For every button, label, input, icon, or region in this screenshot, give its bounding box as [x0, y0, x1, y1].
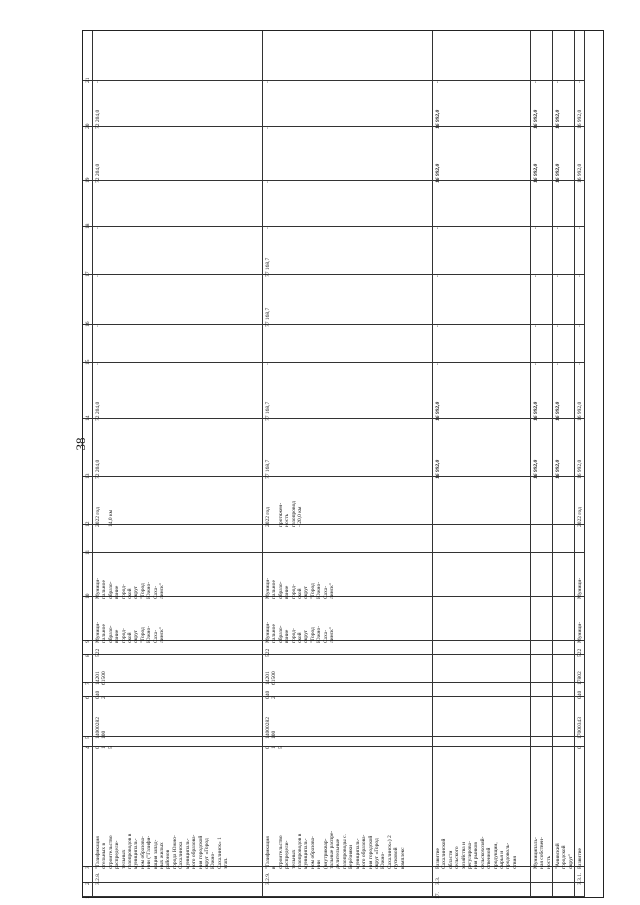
cell-text: -: [265, 227, 271, 229]
cell-r2-c21: [263, 31, 433, 81]
cell-r2-c14: [263, 363, 433, 419]
cell-text: -: [555, 363, 561, 365]
cell-r5-c20: [553, 81, 575, 127]
cell-r2-c17: [263, 227, 433, 275]
cell-r5-c14: [553, 363, 575, 419]
cell-r2-c15: [263, 325, 433, 363]
cell-text: 16 992,0: [533, 109, 539, 129]
cell-text: 18: [85, 223, 91, 229]
cell-r1-c6: [93, 683, 263, 697]
cell-text: 17: [85, 271, 91, 277]
cell-r6-c5: [575, 697, 585, 737]
cell-text: 7: [85, 682, 91, 685]
cell-r4-c10: [531, 553, 553, 597]
cell-r1-c12: [93, 477, 263, 525]
cell-text: -: [95, 363, 101, 365]
cell-text: -: [95, 227, 101, 229]
cell-r6-c10: [575, 553, 585, 597]
cell-r6-c18: [575, 181, 585, 227]
cell-text: 0: [577, 746, 583, 749]
cell-text: 16 992,0: [555, 459, 561, 479]
cell-r6-c20: [575, 81, 585, 127]
cell-text: [531, 477, 535, 529]
cell-text: 14201 61500: [95, 671, 108, 685]
cell-text: [553, 597, 557, 645]
cell-text: 040 2: [265, 690, 278, 699]
cell-text: -: [265, 363, 271, 365]
cell-r4-c21: [531, 31, 553, 81]
cell-r5-c17: [553, 227, 575, 275]
header-col-19: [83, 127, 93, 181]
cell-r2-c3: [263, 747, 433, 867]
cell-r1-c14: [93, 363, 263, 419]
cell-text: 21: [85, 77, 91, 83]
cell-r3-c19: [433, 127, 531, 181]
cell-text: [531, 655, 535, 687]
cell-text: 14201 61500: [265, 671, 278, 685]
cell-text: 4: [85, 746, 91, 749]
cell-text: 040: [577, 690, 583, 699]
cell-text: [433, 655, 437, 687]
cell-text: Развитие Сахалинской области сельского хозяйства и регулирова- ния рынков сельскохозяй- ственной продукции, сырья и продоволь- ствия: [435, 836, 518, 869]
cell-text: 16 992,0: [533, 163, 539, 183]
cell-text: [553, 525, 557, 557]
cell-text: 77 168,7: [265, 459, 271, 479]
header-col-20: [83, 81, 93, 127]
cell-text: "Газификация отельных в строительство распредели- тельных газопроводов в муниципаль- ном образова- нии ("Газифи- кация запад- ных жилых районов города Южно- Сахалинска муниципаль- ного образова- ния городской округ «Город Южно- Сахалинск» 1 этап.: [95, 833, 230, 869]
cell-text: -: [577, 81, 583, 83]
cell-r1-c9: [93, 597, 263, 641]
cell-text: 72 204,0: [95, 459, 101, 479]
cell-text: -: [577, 275, 583, 277]
cell-r5-c10: [553, 553, 575, 597]
cell-text: 16 992,0: [533, 401, 539, 421]
cell-r2-c6: [263, 683, 433, 697]
cell-text: 19: [85, 177, 91, 183]
cell-text: 11: [85, 549, 91, 555]
cell-r4-c14: [531, 363, 553, 419]
cell-text: 13: [85, 473, 91, 479]
cell-text: "Анивский городской округ": [555, 843, 574, 869]
cell-r2-c1: [263, 883, 433, 897]
cell-text: -: [95, 81, 101, 83]
cell-text: 77 168,7: [265, 307, 271, 327]
cell-text: 20: [85, 123, 91, 129]
cell-text: [531, 525, 535, 557]
cell-text: -: [577, 325, 583, 327]
cell-r4-c12: [531, 477, 553, 525]
cell-text: [531, 697, 535, 741]
cell-r2-c11: [263, 525, 433, 553]
cell-r6-c21: [575, 31, 585, 81]
cell-text: 16 992,0: [577, 459, 583, 479]
cell-r3-c9: [433, 597, 531, 641]
cell-r4-c3: [531, 747, 553, 867]
cell-text: 17802: [577, 671, 583, 685]
cell-text: 0 1 5: [265, 746, 284, 749]
cell-text: [93, 525, 97, 557]
cell-r1-c5: [93, 697, 263, 737]
cell-r2-c16: [263, 275, 433, 325]
cell-text: 6: [85, 696, 91, 699]
cell-r3-c10: [433, 553, 531, 597]
cell-text: -: [533, 363, 539, 365]
cell-text: 2022 год протяжен- ность газопровод - 20,0 км: [265, 501, 304, 527]
cell-text: -: [265, 127, 271, 129]
cell-r5-c7: [553, 655, 575, 683]
cell-r6-c3: [575, 747, 585, 867]
cell-text: -: [555, 275, 561, 277]
cell-text: 9: [85, 640, 91, 643]
cell-text: 16 992,0: [555, 401, 561, 421]
cell-text: -: [95, 325, 101, 327]
cell-text: 5: [85, 736, 91, 739]
cell-text: [433, 597, 437, 645]
cell-text: [531, 597, 535, 645]
cell-r4-c16: [531, 275, 553, 325]
cell-text: -: [95, 275, 101, 277]
cell-r2-c4: [263, 737, 433, 747]
cell-r1-c15: [93, 325, 263, 363]
cell-r4-c9: [531, 597, 553, 641]
cell-text: Развитие: [577, 847, 583, 869]
cell-text: 16: [85, 321, 91, 327]
cell-text: Муници- пальное образо- вание город- ской округ "Город Южно- Саха- линск": [95, 621, 166, 643]
cell-r3-c1: [433, 883, 531, 897]
cell-text: -: [577, 227, 583, 229]
cell-text: 12: [85, 521, 91, 527]
cell-text: 72 204,0: [95, 401, 101, 421]
cell-r6-c17: [575, 227, 585, 275]
cell-text: [553, 553, 557, 601]
page-number: 38: [73, 437, 88, 451]
cell-text: 522: [95, 648, 101, 657]
header-col-5: [83, 697, 93, 737]
cell-r3-c5: [433, 697, 531, 737]
cell-r4-c20: [531, 81, 553, 127]
cell-text: 16 992,0: [435, 109, 441, 129]
cell-text: 77 168,7: [265, 401, 271, 421]
cell-text: 17.: [435, 892, 441, 899]
cell-text: -: [533, 325, 539, 327]
cell-text: -: [555, 325, 561, 327]
cell-text: 3.3.1.: [577, 872, 583, 885]
cell-r1-c10: [93, 553, 263, 597]
cell-r3-c17: [433, 227, 531, 275]
cell-text: [433, 553, 437, 601]
cell-text: 16 992,0: [555, 109, 561, 129]
cell-text: -: [435, 325, 441, 327]
cell-r3-c16: [433, 275, 531, 325]
header-col-13: [83, 419, 93, 477]
cell-r5-c18: [553, 181, 575, 227]
cell-r1-c3: [93, 747, 263, 867]
cell-text: -: [435, 275, 441, 277]
header-col-7: [83, 655, 93, 683]
cell-text: 15: [85, 359, 91, 365]
cell-text: 72 204,0: [95, 163, 101, 183]
cell-r2-c19: [263, 127, 433, 181]
header-col-17: [83, 227, 93, 275]
cell-text: -: [577, 363, 583, 365]
cell-r3-c21: [433, 31, 531, 81]
cell-r3-c4: [433, 737, 531, 747]
cell-text: 8: [85, 654, 91, 657]
cell-text: 3.2.8.: [95, 872, 101, 885]
cell-text: 2022 год 14,0 км: [95, 507, 114, 527]
cell-r6-c12: [575, 477, 585, 525]
cell-text: -: [265, 81, 271, 83]
cell-r6-c13: [575, 419, 585, 477]
cell-text: 16 992,0: [577, 163, 583, 183]
cell-text: -: [533, 227, 539, 229]
cell-text: [553, 697, 557, 741]
cell-text: Муниципаль- ная собствен- ность: [533, 837, 552, 869]
cell-r4-c18: [531, 181, 553, 227]
cell-r4-c19: [531, 127, 553, 181]
cell-text: 3.3.: [435, 876, 441, 885]
cell-text: 16 992,0: [435, 163, 441, 183]
cell-text: 16 992,0: [577, 401, 583, 421]
cell-text: 522: [265, 648, 271, 657]
header-col-18: [83, 181, 93, 227]
cell-text: 10: [85, 593, 91, 599]
cell-r3-c12: [433, 477, 531, 525]
cell-r6-c15: [575, 325, 585, 363]
cell-text: 72 204,0: [95, 109, 101, 129]
cell-r1-c19: [93, 127, 263, 181]
cell-text: 1: [85, 896, 91, 899]
cell-text: Муници-: [577, 577, 583, 599]
cell-r5-c16: [553, 275, 575, 325]
cell-r1-c20: [93, 81, 263, 127]
cell-r5-c15: [553, 325, 575, 363]
cell-r3-c14: [433, 363, 531, 419]
cell-r3-c15: [433, 325, 531, 363]
header-col-21: [83, 31, 93, 81]
cell-text: -: [555, 81, 561, 83]
cell-text: 14000282 100: [95, 717, 108, 739]
cell-r1-c11: [93, 525, 263, 553]
header-col-3: [83, 747, 93, 867]
cell-text: 16 992,0: [435, 401, 441, 421]
cell-r5-c11: [553, 525, 575, 553]
cell-r3-c13: [433, 419, 531, 477]
cell-r2-c5: [263, 697, 433, 737]
cell-r3-c3: [433, 747, 531, 867]
header-col-15: [83, 325, 93, 363]
cell-r1-c13: [93, 419, 263, 477]
cell-text: 2: [85, 882, 91, 885]
cell-r4-c7: [531, 655, 553, 683]
cell-text: [433, 697, 437, 741]
header-col-9: [83, 597, 93, 641]
cell-r4-c17: [531, 227, 553, 275]
header-col-16: [83, 275, 93, 325]
cell-text: Муници- пальное образо- вание город- ской округ "Город Южно- Саха- линск": [265, 577, 336, 599]
cell-text: 522: [577, 648, 583, 657]
cell-r5-c21: [553, 31, 575, 81]
cell-r4-c13: [531, 419, 553, 477]
cell-text: 16 992,0: [555, 163, 561, 183]
cell-r4-c11: [531, 525, 553, 553]
cell-r3-c7: [433, 655, 531, 683]
cell-r2-c9: [263, 597, 433, 641]
cell-text: -: [555, 227, 561, 229]
cell-text: -: [265, 181, 271, 183]
cell-text: -: [435, 81, 441, 83]
cell-r1-c17: [93, 227, 263, 275]
header-col-12: [83, 477, 93, 525]
cell-text: [553, 655, 557, 687]
cell-r6-c19: [575, 127, 585, 181]
cell-text: Муници- пальное образо- вание город- ской округ "Город Южно- Саха- линск": [265, 621, 336, 643]
cell-r3-c6: [433, 683, 531, 697]
cell-text: 17000343: [577, 717, 583, 739]
cell-r2-c20: [263, 81, 433, 127]
cell-r2-c10: [263, 553, 433, 597]
cell-text: [433, 525, 437, 557]
cell-text: 16 992,0: [533, 459, 539, 479]
cell-text: [263, 525, 267, 557]
cell-text: 3: [85, 866, 91, 869]
cell-r3-c20: [433, 81, 531, 127]
cell-r1-c4: [93, 737, 263, 747]
cell-text: "Газификация в строительство распредели- тельных газопроводов в муниципаль- ном образова- нии (внутриквар- тальные распре- делительные газопроводы с. Берёзняки муниципаль- ного образова- ния городской округ «Город Южно- Сахалинск») 2 пусковой комплекс: [265, 830, 406, 869]
cell-r6-c7: [575, 655, 585, 683]
cell-text: [433, 477, 437, 529]
cell-r2-c7: [263, 655, 433, 683]
cell-r4-c5: [531, 697, 553, 737]
cell-r6-c9: [575, 597, 585, 641]
cell-r6-c14: [575, 363, 585, 419]
cell-r5-c19: [553, 127, 575, 181]
cell-r2-c18: [263, 181, 433, 227]
cell-r1-c16: [93, 275, 263, 325]
cell-r2-c12: [263, 477, 433, 525]
cell-r3-c18: [433, 181, 531, 227]
header-col-14: [83, 363, 93, 419]
cell-text: 14: [85, 415, 91, 421]
cell-r1-c18: [93, 181, 263, 227]
cell-text: Муници-: [577, 621, 583, 643]
cell-text: 0 1 5: [95, 746, 114, 749]
header-col-10: [83, 553, 93, 597]
cell-text: 3.2.9.: [265, 872, 271, 885]
cell-text: -: [533, 275, 539, 277]
cell-text: -: [435, 363, 441, 365]
cell-r6-c16: [575, 275, 585, 325]
cell-text: 77 168,7: [265, 257, 271, 277]
cell-r3-c8: [433, 641, 531, 655]
cell-r1-c7: [93, 655, 263, 683]
cell-r5-c3: [553, 747, 575, 867]
cell-text: -: [435, 227, 441, 229]
cell-r5-c9: [553, 597, 575, 641]
cell-text: [531, 553, 535, 601]
cell-text: 14000282 100: [265, 717, 278, 739]
cell-r5-c12: [553, 477, 575, 525]
cell-text: 040 2: [95, 690, 108, 699]
cell-r2-c13: [263, 419, 433, 477]
cell-text: [575, 525, 579, 557]
cell-text: 2022 год: [577, 507, 583, 527]
cell-r3-c11: [433, 525, 531, 553]
cell-r5-c13: [553, 419, 575, 477]
cell-r6-c11: [575, 525, 585, 553]
cell-r1-c21: [93, 31, 263, 81]
rotated-table: [82, 30, 604, 898]
cell-text: 16 992,0: [577, 109, 583, 129]
cell-r1-c1: [93, 883, 263, 897]
cell-r5-c5: [553, 697, 575, 737]
cell-text: Муници- пальное образо- вание город- ской округ "Город Южно- Саха- линск": [95, 577, 166, 599]
cell-text: [553, 477, 557, 529]
cell-text: -: [533, 81, 539, 83]
header-col-11: [83, 525, 93, 553]
cell-r4-c15: [531, 325, 553, 363]
cell-text: 16 992,0: [435, 459, 441, 479]
